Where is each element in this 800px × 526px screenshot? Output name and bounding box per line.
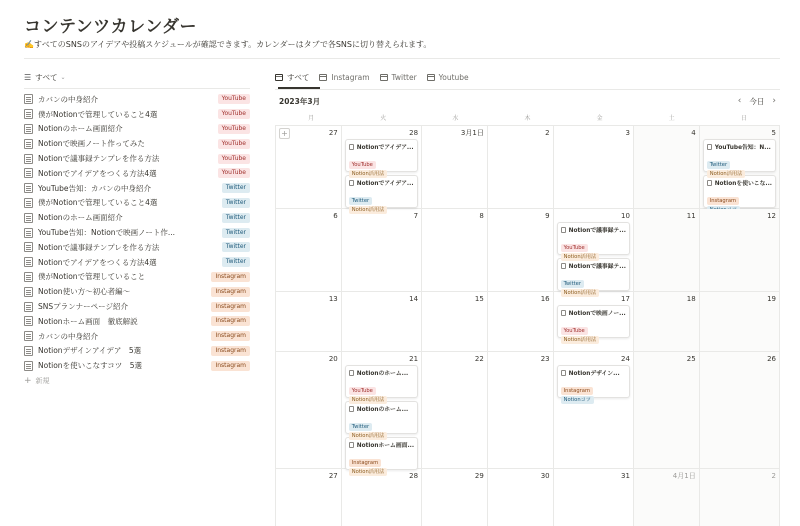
event-tag: Notion活用法 xyxy=(349,432,388,440)
day-number: 2 xyxy=(771,472,776,480)
calendar-nav xyxy=(730,96,776,107)
calendar-day-cell[interactable] xyxy=(488,209,554,292)
calendar-day-cell[interactable] xyxy=(634,126,700,209)
event-title-row xyxy=(349,404,414,413)
calendar-day-cell[interactable] xyxy=(342,209,422,292)
weekday-header xyxy=(275,112,780,126)
day-number: 4月1日 xyxy=(672,472,696,480)
list-item-title: 僕がNotionで管理していること4選 xyxy=(38,198,158,208)
calendar-day-cell[interactable] xyxy=(342,469,422,526)
add-event-button[interactable]: + xyxy=(279,128,290,139)
event-tag-row xyxy=(707,151,772,168)
event-tag: Notion活用法 xyxy=(561,253,600,261)
tab-label: Twitter xyxy=(391,72,417,82)
event-tag: YouTube xyxy=(561,327,588,335)
calendar-event-card[interactable] xyxy=(703,175,776,208)
calendar-icon xyxy=(275,74,283,81)
weekday-label: 水 xyxy=(452,115,459,122)
calendar-day-cell[interactable] xyxy=(276,469,342,526)
list-view-tab-label: すべて xyxy=(35,72,58,82)
next-month-icon[interactable]: › xyxy=(772,96,776,106)
platform-tag: Instagram xyxy=(211,272,250,282)
event-title-row xyxy=(707,142,772,151)
page-icon xyxy=(24,168,33,178)
calendar-day-cell[interactable] xyxy=(700,352,780,469)
event-tag-row xyxy=(349,377,414,394)
list-item-title: Notionで議事録テンプレを作る方法 xyxy=(38,242,160,252)
calendar-day-cell[interactable] xyxy=(634,352,700,469)
event-title-row xyxy=(561,308,626,317)
list-divider xyxy=(24,88,250,89)
event-tag-row xyxy=(349,413,414,430)
day-number: 17 xyxy=(621,295,630,303)
event-tag: YouTube xyxy=(349,387,376,395)
event-title: Notionを使いこな... xyxy=(714,181,772,187)
event-title-row xyxy=(349,440,414,449)
list-item-title: Notionでアイデアをつくる方法4選 xyxy=(38,257,157,267)
page-icon xyxy=(24,213,33,223)
day-number: 27 xyxy=(328,472,338,480)
event-title: Notionホーム画面... xyxy=(356,443,415,449)
platform-tag: Twitter xyxy=(222,198,250,208)
event-title: Notionで映画ノー... xyxy=(568,311,626,317)
list-item-title: カバンの中身紹介 xyxy=(38,94,98,104)
calendar-event-card[interactable] xyxy=(703,139,776,177)
event-title: Notionで議事録テ... xyxy=(568,264,626,270)
event-tag-row xyxy=(561,243,626,260)
list-item[interactable] xyxy=(24,314,250,329)
day-number: 3 xyxy=(625,129,630,137)
calendar-day-cell[interactable] xyxy=(422,469,488,526)
day-number: 12 xyxy=(767,212,776,220)
platform-tag: Instagram xyxy=(211,361,250,371)
platform-tag: Instagram xyxy=(211,346,250,356)
calendar-day-cell[interactable] xyxy=(554,292,634,352)
event-tag-row xyxy=(349,422,414,439)
list-item-title: Notionでアイデアをつくる方法4選 xyxy=(38,168,157,178)
page-icon xyxy=(349,180,354,186)
header-divider xyxy=(24,58,780,59)
event-tag: Notion活用法 xyxy=(349,396,388,404)
event-tag: Notion活用法 xyxy=(349,468,388,476)
month-label: 2023年3月 xyxy=(279,97,321,106)
event-title-row xyxy=(561,368,626,377)
page-icon xyxy=(24,94,33,104)
event-tag: Twitter xyxy=(561,280,584,288)
event-title-row xyxy=(349,368,414,377)
weekday-label: 火 xyxy=(380,115,387,122)
event-title-row xyxy=(707,178,772,187)
calendar-header xyxy=(275,90,780,112)
event-title: Notionで議事録テ... xyxy=(568,228,626,234)
platform-tag: Instagram xyxy=(211,316,250,326)
page-icon xyxy=(561,263,566,269)
calendar-day-cell[interactable] xyxy=(422,292,488,352)
day-number: 14 xyxy=(409,295,419,303)
page-icon xyxy=(24,302,33,312)
event-title-row xyxy=(561,261,626,270)
list-icon: ☰ xyxy=(24,72,32,82)
calendar-event-card[interactable] xyxy=(557,222,630,260)
day-number: 16 xyxy=(540,295,550,303)
list-item-title: 僕がNotionで管理していること xyxy=(38,272,146,282)
platform-tag: YouTube xyxy=(218,124,250,134)
calendar-day-cell[interactable] xyxy=(276,292,342,352)
calendar-icon xyxy=(427,74,435,81)
tab-label: Instagram xyxy=(331,72,370,82)
page-icon xyxy=(24,316,33,326)
day-number: 19 xyxy=(767,295,776,303)
event-tag-row xyxy=(561,317,626,334)
calendar-day-cell[interactable] xyxy=(554,352,634,469)
event-tag: Twitter xyxy=(349,423,372,431)
page-icon xyxy=(24,287,33,297)
list-item[interactable] xyxy=(24,107,250,122)
day-number: 13 xyxy=(328,295,338,303)
list-item-title: Notionで映画ノート作ってみた xyxy=(38,139,145,149)
calendar-event-card[interactable] xyxy=(345,401,418,439)
list-item-title: Notion使い方〜初心者編〜 xyxy=(38,287,131,297)
event-tag: Instagram xyxy=(349,459,381,467)
page-icon xyxy=(24,198,33,208)
page-icon xyxy=(707,180,712,186)
platform-tag: YouTube xyxy=(218,94,250,104)
day-number: 7 xyxy=(413,212,419,220)
list-item[interactable] xyxy=(24,284,250,299)
calendar-day-cell[interactable] xyxy=(276,352,342,469)
day-number: 28 xyxy=(409,129,419,137)
calendar-day-cell[interactable] xyxy=(488,352,554,469)
page-icon xyxy=(349,406,354,412)
calendar-view xyxy=(275,70,780,526)
day-number: 3月1日 xyxy=(460,129,484,137)
event-title: YouTube告知：N... xyxy=(714,145,771,151)
event-tag: Notion活用法 xyxy=(707,170,746,178)
list-item[interactable] xyxy=(24,196,250,211)
weekday-label: 木 xyxy=(524,115,531,122)
list-item[interactable] xyxy=(24,181,250,196)
day-number: 29 xyxy=(474,472,484,480)
list-item[interactable] xyxy=(24,225,250,240)
calendar-day-cell[interactable] xyxy=(634,292,700,352)
list-item[interactable] xyxy=(24,151,250,166)
day-number: 4 xyxy=(691,129,696,137)
page-icon xyxy=(24,346,33,356)
platform-tag: Twitter xyxy=(222,242,250,252)
tab-label: Youtube xyxy=(438,72,469,82)
day-number: 6 xyxy=(333,212,338,220)
calendar-event-card[interactable] xyxy=(345,365,418,403)
list-rows xyxy=(24,92,250,373)
platform-tag: Instagram xyxy=(211,302,250,312)
platform-tag: Instagram xyxy=(211,287,250,297)
event-title: Notionでアイデア... xyxy=(356,181,414,187)
calendar-event-card[interactable] xyxy=(557,365,630,403)
page-icon xyxy=(24,139,33,149)
calendar-day-cell[interactable] xyxy=(342,292,422,352)
event-tag-row xyxy=(349,151,414,168)
event-tag-row xyxy=(561,326,626,343)
event-tag-row xyxy=(561,279,626,296)
tab-twitter[interactable] xyxy=(380,73,417,82)
calendar-day-cell[interactable] xyxy=(422,209,488,292)
day-number: 23 xyxy=(540,355,550,363)
list-item-title: YouTube告知：Notionで映画ノート作... xyxy=(38,228,175,238)
calendar-day-cell[interactable] xyxy=(342,352,422,475)
platform-tag: YouTube xyxy=(218,154,250,164)
event-tag-row xyxy=(561,386,626,403)
event-tag-row xyxy=(707,187,772,204)
calendar-day-cell[interactable] xyxy=(700,469,780,526)
event-tag-row xyxy=(349,449,414,466)
list-item-title: Notionホーム画面 徹底解説 xyxy=(38,316,138,326)
day-number: 31 xyxy=(621,472,630,480)
calendar-day-cell[interactable] xyxy=(554,126,634,209)
page-icon xyxy=(24,109,33,119)
event-tag-row xyxy=(349,187,414,204)
today-button[interactable]: 今日 xyxy=(749,97,765,106)
list-item[interactable] xyxy=(24,210,250,225)
calendar-day-cell[interactable] xyxy=(342,126,422,213)
page-icon xyxy=(349,370,354,376)
event-tag: Notion活用法 xyxy=(561,289,600,297)
weekday-label: 金 xyxy=(596,115,603,122)
list-item-title: YouTube告知：カバンの中身紹介 xyxy=(38,183,151,193)
calendar-event-card[interactable] xyxy=(345,175,418,213)
page-icon xyxy=(24,272,33,282)
list-view-tab[interactable] xyxy=(24,70,250,84)
calendar-event-card[interactable] xyxy=(345,139,418,177)
event-tag-row xyxy=(707,196,772,205)
event-tag-row xyxy=(561,377,626,394)
day-number: 15 xyxy=(474,295,484,303)
day-number: 30 xyxy=(540,472,550,480)
calendar-icon xyxy=(380,74,388,81)
calendar-grid xyxy=(275,126,780,526)
day-number: 10 xyxy=(621,212,630,220)
day-number: 8 xyxy=(479,212,484,220)
list-item[interactable] xyxy=(24,270,250,285)
list-item[interactable] xyxy=(24,344,250,359)
new-item-label: 新規 xyxy=(35,377,50,386)
tab-instagram[interactable] xyxy=(319,73,369,82)
page-icon xyxy=(24,242,33,252)
tab-すべて[interactable] xyxy=(275,72,309,83)
platform-tag: YouTube xyxy=(218,109,250,119)
page-icon xyxy=(349,442,354,448)
weekday-label: 日 xyxy=(740,115,747,122)
event-tag: Notion活用法 xyxy=(349,170,388,178)
platform-tag: YouTube xyxy=(218,139,250,149)
calendar-day-cell[interactable] xyxy=(488,469,554,526)
calendar-event-card[interactable] xyxy=(557,258,630,296)
calendar-day-cell[interactable] xyxy=(276,209,342,292)
tab-youtube[interactable] xyxy=(427,73,469,82)
event-title-row xyxy=(349,178,414,187)
day-number: 22 xyxy=(474,355,484,363)
list-item[interactable] xyxy=(24,255,250,270)
weekday-label: 土 xyxy=(668,115,675,122)
day-number: 25 xyxy=(686,355,696,363)
day-number: 21 xyxy=(409,355,419,363)
platform-tag: Instagram xyxy=(211,331,250,341)
calendar-day-cell[interactable] xyxy=(488,292,554,352)
list-item[interactable] xyxy=(24,136,250,151)
event-tag: YouTube xyxy=(349,161,376,169)
day-number: 9 xyxy=(545,212,550,220)
event-tag: Notion活用法 xyxy=(349,206,388,214)
page-description[interactable]: ✍️すべてのSNSのアイデアや投稿スケジュールが確認できます。カレンダーはタブで各SNSに切り替えられます。 xyxy=(24,40,432,49)
page-icon xyxy=(561,310,566,316)
list-item[interactable] xyxy=(24,299,250,314)
plus-icon: + xyxy=(24,376,32,387)
page-icon xyxy=(24,183,33,193)
event-tag-row xyxy=(707,160,772,177)
event-title-row xyxy=(561,225,626,234)
day-number: 28 xyxy=(409,472,419,480)
page-icon xyxy=(24,331,33,341)
page-icon xyxy=(24,124,33,134)
list-item[interactable] xyxy=(24,358,250,373)
event-title-row xyxy=(349,142,414,151)
page-icon xyxy=(349,144,354,150)
list-item-title: カバンの中身紹介 xyxy=(38,331,98,341)
platform-tag: YouTube xyxy=(218,168,250,178)
list-item[interactable] xyxy=(24,166,250,181)
event-tag: Instagram xyxy=(707,197,739,205)
list-item[interactable] xyxy=(24,122,250,137)
calendar-day-cell[interactable] xyxy=(422,352,488,469)
calendar-day-cell[interactable] xyxy=(422,126,488,209)
calendar-day-cell[interactable] xyxy=(634,469,700,526)
calendar-day-cell[interactable] xyxy=(700,209,780,292)
event-tag: Instagram xyxy=(561,387,593,395)
day-number: 26 xyxy=(767,355,776,363)
chevron-down-icon: ⌄ xyxy=(60,73,66,81)
calendar-day-cell[interactable] xyxy=(488,126,554,209)
calendar-day-cell[interactable] xyxy=(554,209,634,296)
event-title: Notionのホーム... xyxy=(356,407,409,413)
list-item-title: 僕がNotionで管理していること4選 xyxy=(38,109,158,119)
page-icon xyxy=(24,228,33,238)
page-title: コンテンツカレンダー xyxy=(24,17,198,37)
calendar-event-card[interactable] xyxy=(557,305,630,343)
calendar-event-card[interactable] xyxy=(345,437,418,475)
tab-label: すべて xyxy=(287,72,310,82)
list-item[interactable] xyxy=(24,329,250,344)
event-title: Notionでアイデア... xyxy=(356,145,414,151)
list-item[interactable] xyxy=(24,92,250,107)
calendar-day-cell[interactable] xyxy=(276,126,342,209)
platform-tag: Twitter xyxy=(222,213,250,223)
calendar-day-cell[interactable] xyxy=(700,292,780,352)
calendar-day-cell[interactable] xyxy=(634,209,700,292)
day-number: 2 xyxy=(545,129,550,137)
list-view xyxy=(24,70,250,388)
page-icon xyxy=(24,154,33,164)
page-icon xyxy=(561,370,566,376)
calendar-tabs xyxy=(275,70,780,84)
day-number: 27 xyxy=(328,129,338,137)
calendar-icon xyxy=(319,74,327,81)
day-number: 5 xyxy=(771,129,776,137)
event-tag: YouTube xyxy=(561,244,588,252)
event-tag-row xyxy=(561,270,626,287)
list-item-title: Notionのホーム画面紹介 xyxy=(38,124,123,134)
platform-tag: Twitter xyxy=(222,257,250,267)
new-item-button[interactable] xyxy=(24,374,250,388)
event-tag-row xyxy=(349,196,414,213)
page-icon xyxy=(561,227,566,233)
list-item[interactable] xyxy=(24,240,250,255)
calendar-day-cell[interactable] xyxy=(700,126,780,209)
page-icon xyxy=(24,361,33,371)
weekday-label: 月 xyxy=(308,115,315,122)
event-tag: Twitter xyxy=(349,197,372,205)
day-number: 18 xyxy=(686,295,696,303)
list-item-title: Notionデザインアイデア 5選 xyxy=(38,346,142,356)
day-number: 20 xyxy=(328,355,338,363)
event-tag-row xyxy=(561,234,626,251)
event-tag-row xyxy=(349,386,414,403)
event-title: Notionのホーム... xyxy=(356,371,409,377)
day-number: 24 xyxy=(621,355,630,363)
page-icon xyxy=(24,257,33,267)
day-number: 11 xyxy=(686,212,696,220)
prev-month-icon[interactable]: ‹ xyxy=(737,96,742,106)
page-icon xyxy=(707,144,712,150)
calendar-day-cell[interactable] xyxy=(554,469,634,526)
list-item-title: SNSプランナーページ紹介 xyxy=(38,302,128,312)
event-tag: Notionコツ xyxy=(561,396,594,404)
event-tag: Twitter xyxy=(707,161,730,169)
event-tag: Notion活用法 xyxy=(561,336,600,344)
platform-tag: Twitter xyxy=(222,183,250,193)
list-item-title: Notionを使いこなすコツ 5選 xyxy=(38,361,142,371)
active-tab-indicator xyxy=(278,87,320,89)
event-tag-row xyxy=(349,458,414,475)
event-tag-row xyxy=(349,160,414,177)
platform-tag: Twitter xyxy=(222,228,250,238)
list-item-title: Notionで議事録テンプレを作る方法 xyxy=(38,154,160,164)
list-item-title: Notionのホーム画面紹介 xyxy=(38,213,123,223)
event-title: Notionデザイン... xyxy=(568,371,620,377)
